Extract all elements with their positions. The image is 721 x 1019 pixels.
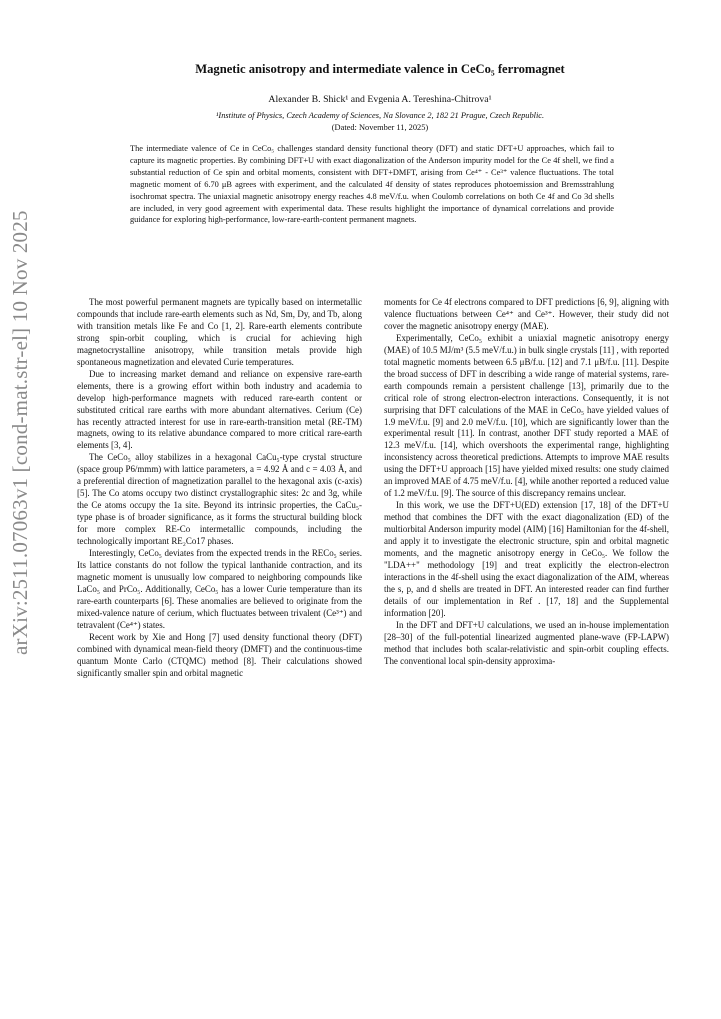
author-list: Alexander B. Shick¹ and Evgenia A. Tereshina-Chitrova¹	[268, 94, 492, 105]
paragraph: moments for Ce 4f electrons compared to DFT predictions [6, 9], aligning with valence fluctuations between Ce⁴⁺ and Ce³⁺. However, their study did not cover the magnetic anisotropy energy (MAE).	[384, 297, 669, 331]
paragraph: The most powerful permanent magnets are typically based on intermetallic compounds that include rare-earth elements such as Nd, Sm, Dy, and Tb, along with transition metals like Fe and Co [1, 2]. Rare-earth elements contribute strong spin-orbit coupling, which is crucial for achieving high magnetocrystalline anisotropy, while transition metals provide high spontaneous magnetization and elevated Curie temperatures.	[77, 297, 362, 367]
affiliation: ¹Institute of Physics, Czech Academy of Sciences, Na Slovance 2, 182 21 Prague, Czech Republic.	[215, 111, 545, 120]
paragraph: Due to increasing market demand and reliance on expensive rare-earth elements, there is a growing effort within both industry and academia to develop high-performance magnets with reduced rare-earth content or substituted critical rare earths with more abundant alternatives. Cerium (Ce) has recently attracted interest for use in rare-earth-transition metal (RE-TM) magnets, owing to its relative abundance compared to more critical rare-earth elements [3, 4].	[77, 368, 362, 451]
paragraph: In this work, we use the DFT+U(ED) extension [17, 18] of the DFT+U method that combines the DFT with the exact diagonalization (ED) of the multiorbital Anderson impurity model (AIM) [16] Hamiltonian for the 4f-shell, and apply it to investigate the electronic structure, spin and orbital magnetic moments, and the magnetic anisotropy energy in CeCo₅. We follow the "LDA++" methodology [19] and treat explicitly the electron-electron interactions in the 4f-shell using the exact diagonalization of the AIM, whereas the s, p, and d shells are treated in DFT. An interested reader can find further details of our implementation in Ref . [17, 18] and the Supplemental information [20].	[384, 500, 669, 618]
paragraph: Recent work by Xie and Hong [7] used density functional theory (DFT) combined with dynamical mean-field theory (DMFT) and the continuous-time quantum Monte Carlo (CTQMC) method [8]. Their calculations showed significantly smaller spin and orbital magnetic	[77, 631, 362, 678]
paragraph: In the DFT and DFT+U calculations, we used an in-house implementation [28–30] of the full-potential linearized augmented plane-wave (FP-LAPW) method that includes both scalar-relativistic and spin-orbit coupling effects. The conventional local spin-density approxima-	[384, 619, 669, 666]
paper-title: Magnetic anisotropy and intermediate valence in CeCo₅ ferromagnet	[195, 62, 565, 76]
arxiv-identifier: arXiv:2511.07063v1 [cond-mat.str-el] 10 Nov 2025	[8, 210, 32, 655]
paragraph: Experimentally, CeCo₅ exhibit a uniaxial magnetic anisotropy energy (MAE) of 10.5 MJ/m³ (5.5 meV/f.u.) in bulk single crystals [11] , with reported total magnetic moments between 6.5 μB/f.u. [12] and 7.1 μB/f.u. [11]. Despite the broad success of DFT in describing a wide range of material systems, rare-earth compounds remain a persistent challenge [13], primarily due to the critical role of strong electron-electron interactions. Consequently, it is not surprising that DFT calculations of the MAE in CeCo₅ have yielded values of 1.9 meV/f.u. [9] and 2.0 meV/f.u. [10], which are significantly lower than the experimental result [11]. In contrast, another DFT study reported a MAE of 12.3 meV/f.u. [14], which overshoots the experimental range, highlighting inconsistency across theoretical predictions. Attempts to improve MAE results using the DFT+U approach [15] have yielded mixed results: one study claimed an improved MAE of 4.75 meV/f.u. [4], while another reported a reduced value of 1.2 meV/f.u. [9]. The source of this discrepancy remains unclear.	[384, 332, 669, 499]
date-line: (Dated: November 11, 2025)	[331, 123, 429, 132]
right-column	[384, 297, 669, 668]
left-column	[77, 297, 362, 680]
abstract: The intermediate valence of Ce in CeCo₅ challenges standard density functional theory (DFT) and static DFT+U approaches, which fail to capture its magnetic properties. By combining DFT+U with exact diagonalization of the Anderson impurity model for the Ce 4f shell, we find a substantial reduction of Ce spin and orbital moments, consistent with DFT+DMFT, arising from Ce⁴⁺ - Ce³⁺ valence fluctuations. The total magnetic moment of 6.70 μB agrees with experiment, and the calculated 4f density of states reproduces photoemission and Bremsstrahlung isochromat spectra. The uniaxial magnetic anisotropy energy reaches 4.8 meV/f.u. when Coulomb correlations on both Ce 4f and Co 3d shells are included, in very good agreement with experimental data. These results highlight the importance of dynamical correlations and provide guidance for exploring high-performance, low-rare-earth-content permanent magnets.	[130, 144, 614, 225]
paragraph: The CeCo₅ alloy stabilizes in a hexagonal CaCu₅-type crystal structure (space group P6/mmm) with lattice parameters, a = 4.92 Å and c = 4.03 Å, and a preferential direction of magnetization parallel to the hexagonal axis (c-axis) [5]. The Co atoms occupy two distinct crystallographic sites: 2c and 3g, while the Ce atoms occupy the 1a site. Beyond its intrinsic properties, the CaCu₅-type phase is of broader significance, as it forms the structural building block for more complex RE-Co intermetallic compounds, including the technologically important RE₂Co17 phases.	[77, 452, 362, 547]
paragraph: Interestingly, CeCo₅ deviates from the expected trends in the RECo₅ series. Its lattice constants do not follow the typical lanthanide contraction, and its magnetic moment is unusually low compared to neighboring compounds like LaCo₅ and PrCo₅. Additionally, CeCo₅ has a lower Curie temperature than its rare-earth counterparts [6]. These anomalies are believed to originate from the mixed-valence nature of cerium, which fluctuates between trivalent (Ce³⁺) and tetravalent (Ce⁴⁺) states.	[77, 548, 362, 630]
